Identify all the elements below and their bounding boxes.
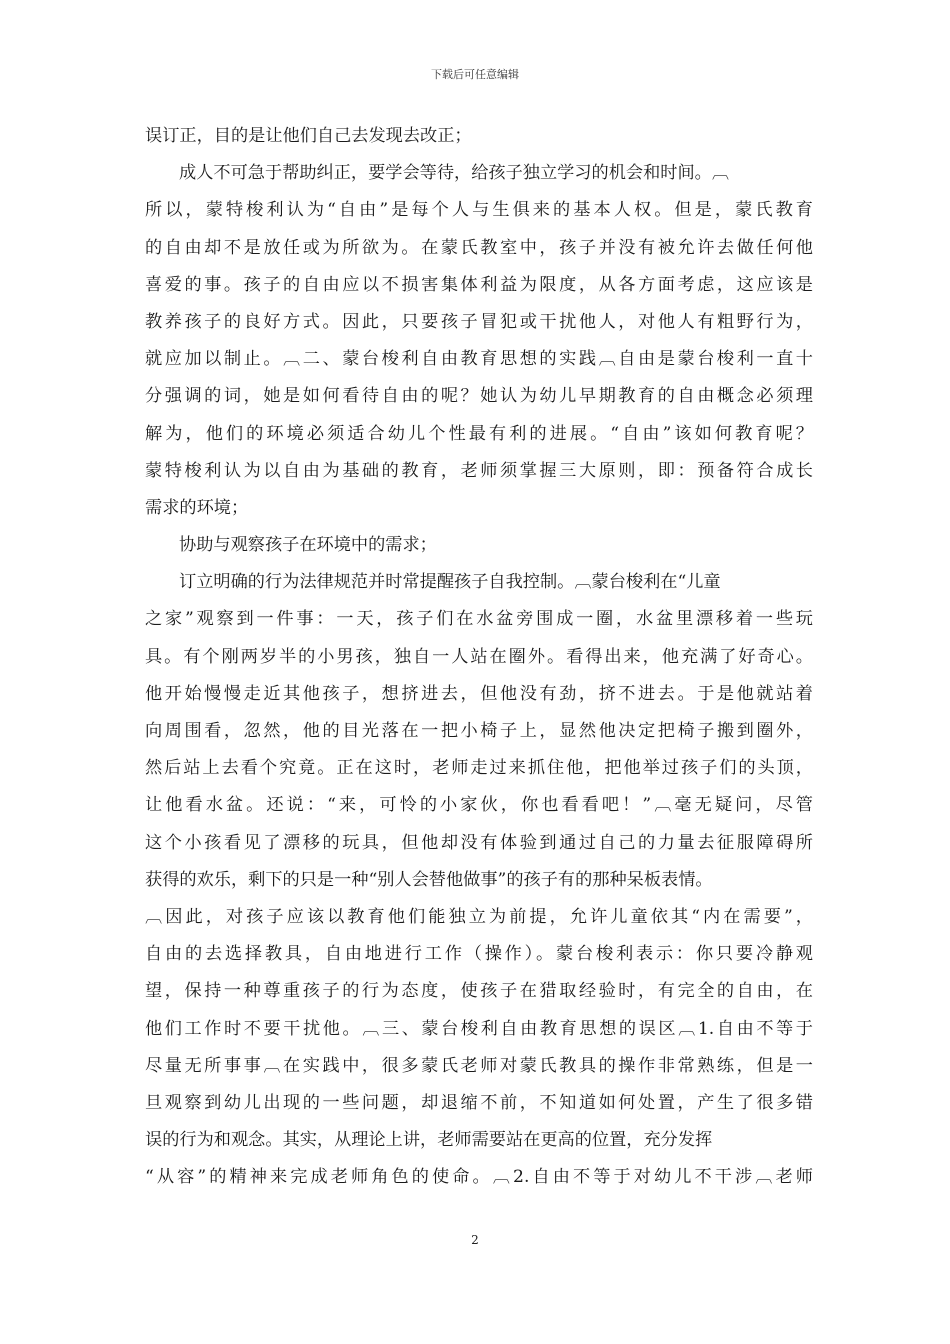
text-line: 这个小孩看见了漂移的玩具，但他却没有体验到通过自己的力量去征服障碍所: [145, 832, 813, 853]
text-line: 然后站上去看个究竟。正在这时，老师走过来抓住他，把他举过孩子们的头顶，: [145, 758, 813, 779]
text-line: 旦观察到幼儿出现的一些问题，却退缩不前，不知道如何处置，产生了很多错: [145, 1092, 813, 1113]
text-line: 订立明确的行为法律规范并时常提醒孩子自我控制。︹蒙台梭利在“儿童: [179, 572, 721, 593]
text-line: 自由的去选择教具，自由地进行工作（操作）。蒙台梭利表示：你只要冷静观: [145, 944, 813, 965]
text-line: 望，保持一种尊重孩子的行为态度，使孩子在猎取经验时，有完全的自由，在: [145, 981, 813, 1002]
text-line: 向周围看，忽然，他的目光落在一把小椅子上，显然他决定把椅子搬到圈外，: [145, 721, 813, 741]
text-line: 具。有个刚两岁半的小男孩，独自一人站在圈外。看得出来，他充满了好奇心。: [145, 646, 813, 667]
text-line: 他开始慢慢走近其他孩子，想挤进去，但他没有劲，挤不进去。于是他就站着: [145, 683, 813, 704]
text-line: 解为，他们的环境必须适合幼儿个性最有利的进展。“自由”该如何教育呢？: [145, 423, 813, 444]
text-line: 协助与观察孩子在环境中的需求；: [179, 535, 437, 556]
text-line: 就应加以制止。︹二、蒙台梭利自由教育思想的实践︹自由是蒙台梭利一直十: [145, 349, 813, 370]
page-number: 2: [471, 1233, 479, 1247]
text-line: 误的行为和观念。其实，从理论上讲，老师需要站在更高的位置，充分发挥: [145, 1130, 713, 1151]
page-header: 下载后可任意编辑: [431, 68, 519, 81]
text-line: 成人不可急于帮助纠正，要学会等待，给孩子独立学习的机会和时间。︹: [179, 163, 730, 184]
text-line: “从容”的精神来完成老师角色的使命。︹2.自由不等于对幼儿不干涉︹老师: [145, 1167, 813, 1188]
text-line: 需求的环境；: [145, 497, 249, 518]
document-body: [145, 118, 813, 1196]
text-line: 误订正，目的是让他们自己去发现去改正；: [145, 126, 472, 146]
text-line: 让他看水盆。还说：“来，可怜的小家伙，你也看看吧！”︹毫无疑问，尽管: [145, 795, 813, 816]
text-line: 尽量无所事事︹在实践中，很多蒙氏老师对蒙氏教具的操作非常熟练，但是一: [145, 1055, 813, 1076]
text-line: 分强调的词，她是如何看待自由的呢？她认为幼儿早期教育的自由概念必须理: [145, 386, 813, 407]
text-line: 教养孩子的良好方式。因此，只要孩子冒犯或干扰他人，对他人有粗野行为，: [145, 311, 813, 332]
text-line: 获得的欢乐，剩下的只是一种“别人会替他做事”的孩子有的那种呆板表情。: [145, 869, 713, 890]
text-line: 所以，蒙特梭利认为“自由”是每个人与生俱来的基本人权。但是，蒙氏教育: [145, 200, 813, 221]
text-line: 蒙特梭利认为以自由为基础的教育，老师须掌握三大原则，即：预备符合成长: [145, 460, 813, 481]
text-line: 的自由却不是放任或为所欲为。在蒙氏教室中，孩子并没有被允许去做任何他: [145, 237, 813, 258]
text-line: ︹因此，对孩子应该以教育他们能独立为前提，允许儿童依其“内在需要”，: [145, 906, 813, 927]
text-line: 之家”观察到一件事：一天，孩子们在水盆旁围成一圈，水盆里漂移着一些玩: [145, 609, 813, 630]
text-line: 他们工作时不要干扰他。︹三、蒙台梭利自由教育思想的误区︹1.自由不等于: [145, 1018, 813, 1039]
text-line: 喜爱的事。孩子的自由应以不损害集体利益为限度，从各方面考虑，这应该是: [145, 274, 813, 295]
